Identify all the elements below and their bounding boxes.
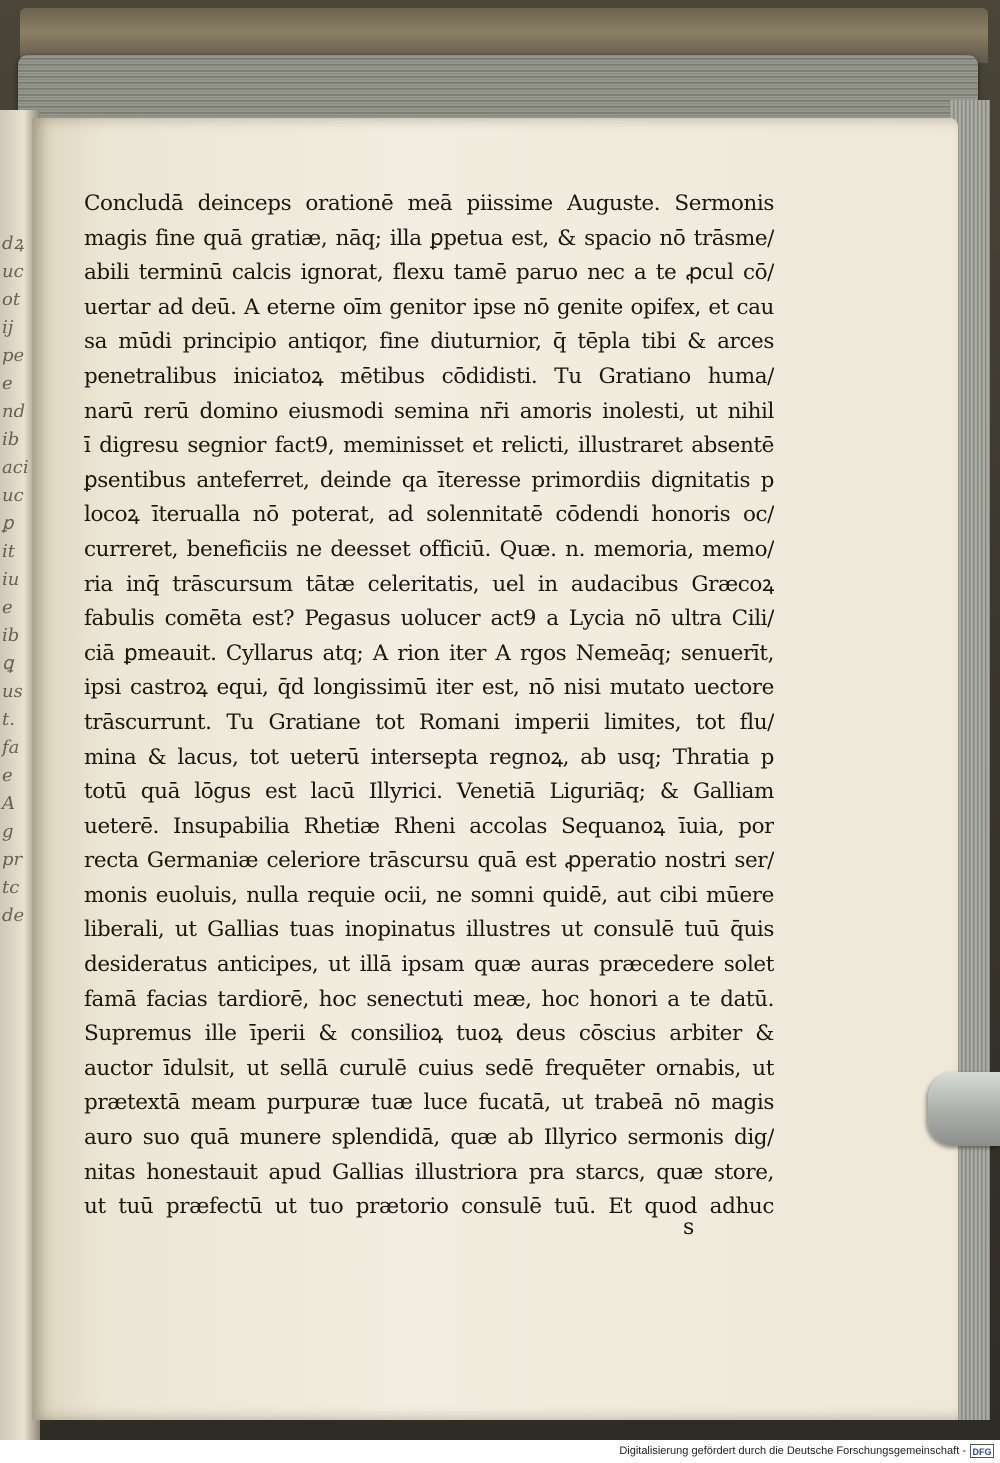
text-line: prætextā meam purpuræ tuæ luce fucatā, ut trabeā nō magis: [84, 1090, 774, 1116]
text-line: magis fine quā gratiæ, nāq; illa ꝑpetua est, & spacio nō trāsme/: [84, 225, 774, 251]
text-line: narū rerū domino eiusmodi semina nr̄i amoris inolesti, ut nihil: [84, 398, 774, 424]
text-line: ipsi castroꝝ equi, q̄d longissimū iter est, nō nisi mutato uectore: [84, 675, 774, 701]
text-line: sa mūdi principio antiqor, fine diuturnior, q̄ tēpla tibi & arces: [84, 329, 774, 355]
text-line: abili terminū calcis ignorat, flexu tamē paruo nec a te ꝓcul cō/: [84, 260, 774, 286]
text-line: Concludā deinceps orationē meā piissime Auguste. Sermonis: [84, 191, 774, 216]
text-line: fabulis comēta est? Pegasus uolucer act9 a Lycia nō ultra Cili/: [84, 606, 774, 632]
credit-text: Digitalisierung gefördert durch die Deutsche Forschungsgemeinschaft -: [619, 1445, 966, 1457]
page-clip: [928, 1072, 1000, 1146]
text-line: famā facias tardiorē, hoc senectuti meæ, hoc honori a te datū.: [84, 986, 774, 1012]
dfg-logo: DFG: [970, 1444, 994, 1458]
text-line: ꝑsentibus anteferret, deinde qa īteresse primordiis dignitatis p: [84, 467, 774, 493]
text-line: ciā ꝑmeauit. Cyllarus atq; A rion iter A rgos Nemeāq; senuerīt,: [84, 640, 774, 666]
text-line: trāscurrunt. Tu Gratiane tot Romani imperii limites, tot flu/: [84, 709, 774, 735]
credit-bar: [0, 1440, 1000, 1463]
text-line: auctor īdulsit, ut sellā curulē cuius sedē frequēter ornabis, ut: [84, 1055, 774, 1081]
text-line: penetralibus iniciatoꝝ mētibus cōdidisti. Tu Gratiano huma/: [84, 363, 774, 389]
text-line: Supremus ille īperii & consilioꝝ tuoꝝ deus cōscius arbiter &: [84, 1021, 774, 1047]
page-stack: [18, 55, 978, 127]
text-line: uertar ad deū. A eterne oīm genitor ipse nō genite opifex, et cau: [84, 294, 774, 320]
facing-page-text-fragments: dꝝ uc ot ij pe e nd ib aci uc ꝑ it iu e ib ꝗ us t. fa e A g pr tc de: [2, 233, 29, 926]
text-line: liberali, ut Gallias tuas inopinatus illustres ut consulē tuū q̄uis: [84, 917, 774, 943]
text-line: totū quā lōgus est lacū Illyrici. Venetiā Liguriāq; & Galliam: [84, 779, 774, 805]
text-line: ria inq̄ trāscursum tātæ celeritatis, uel in audacibus Græcoꝝ: [84, 571, 774, 597]
text-line: monis euoluis, nulla requie ocii, ne somni quidē, aut cibi mūere: [84, 882, 774, 908]
latin-text-block: [84, 187, 774, 1225]
text-line: desideratus anticipes, ut illā ipsam quæ auras præcedere solet: [84, 952, 774, 978]
text-line: ueterē. Insupabilia Rhetiæ Rheni accolas Sequanoꝝ īuia, por: [84, 813, 774, 839]
text-line: mina & lacus, tot ueterū intersepta regnoꝝ, ab usq; Thratia p: [84, 744, 774, 770]
text-line: ī digresu segnior fact9, meminisset et relicti, illustraret absentē: [84, 433, 774, 459]
text-line: curreret, beneficiis ne deesset officiū. Quæ. n. memoria, memo/: [84, 536, 774, 562]
text-line: nitas honestauit apud Gallias illustriora pra starcs, quæ store,: [84, 1159, 774, 1185]
text-line: recta Germaniæ celeriore trāscursu quā est ꝓperatio nostri ser/: [84, 848, 774, 874]
text-line: auro suo quā munere splendidā, quæ ab Illyrico sermonis dig/: [84, 1125, 774, 1151]
signature-mark: s: [683, 1215, 695, 1240]
text-line: ut tuū præfectū ut tuo prætorio consulē tuū. Et quod adhuc: [84, 1194, 774, 1220]
text-line: locoꝝ īterualla nō poterat, ad solennitatē cōdendi honoris oc/: [84, 502, 774, 528]
